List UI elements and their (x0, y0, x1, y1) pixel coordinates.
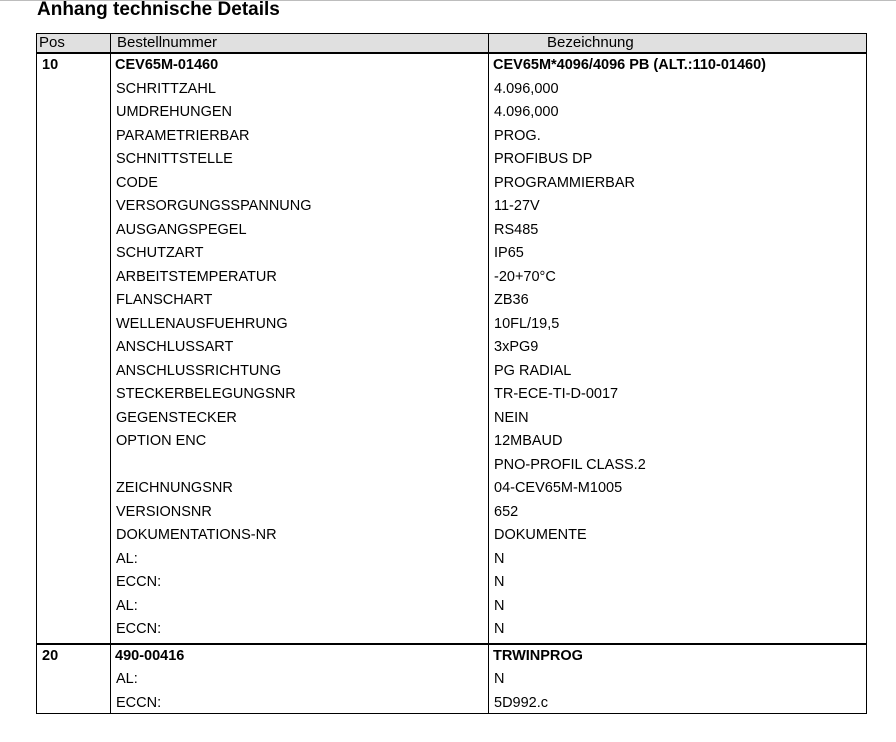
table-row-detail (37, 501, 866, 524)
table-row-detail (37, 336, 866, 359)
detail-key: PARAMETRIERBAR (116, 127, 250, 144)
table-row-detail (37, 195, 866, 218)
bestellnummer-value: 490-00416 (115, 647, 185, 664)
table-row-detail (37, 148, 866, 171)
table-header (37, 34, 866, 54)
detail-key: SCHUTZART (116, 245, 204, 261)
detail-key: VERSORGUNGSSPANNUNG (116, 198, 312, 214)
pos-number: 20 (42, 647, 59, 664)
bezeichnung-value: CEV65M*4096/4096 PB (ALT.:110-01460) (493, 57, 766, 73)
detail-key: FLANSCHART (116, 292, 213, 308)
table-row-detail (37, 595, 866, 618)
detail-key: AL: (116, 597, 138, 614)
header-pos: Pos (39, 34, 65, 51)
detail-key: OPTION ENC (116, 433, 207, 449)
table-row-detail (37, 172, 866, 195)
detail-value: IP65 (494, 245, 524, 261)
detail-key: AL: (116, 550, 138, 567)
header-bestellnummer: Bestellnummer (117, 34, 218, 51)
table-row-detail (37, 430, 866, 453)
bestellnummer-value: CEV65M-01460 (115, 57, 219, 73)
detail-value: ZB36 (494, 292, 529, 308)
table-row-detail (37, 618, 866, 641)
detail-key: ECCN: (116, 694, 162, 711)
detail-key: ANSCHLUSSART (116, 339, 234, 355)
table-row-detail (37, 78, 866, 101)
detail-value: PROFIBUS DP (494, 151, 593, 167)
detail-key: STECKERBELEGUNGSNR (116, 386, 296, 402)
detail-key: GEGENSTECKER (116, 409, 237, 426)
header-bezeichnung: Bezeichnung (547, 34, 634, 51)
detail-value: 3xPG9 (494, 339, 539, 355)
detail-value: -20+70°C (494, 268, 556, 285)
detail-key: ARBEITSTEMPERATUR (116, 268, 277, 285)
table-row-position (37, 645, 866, 668)
table-row-detail (37, 668, 866, 691)
detail-key: AUSGANGSPEGEL (116, 221, 247, 238)
detail-value: PG RADIAL (494, 362, 572, 379)
table-row-detail (37, 571, 866, 594)
detail-value: 5D992.c (494, 694, 549, 711)
detail-value: NEIN (494, 409, 529, 426)
table-row-detail (37, 125, 866, 148)
table-row-detail (37, 548, 866, 571)
document-title: Anhang technische Details (37, 0, 280, 20)
detail-value: TR-ECE-TI-D-0017 (494, 386, 619, 402)
detail-value: 11-27V (494, 198, 540, 214)
detail-value: 652 (494, 503, 519, 520)
detail-key: SCHNITTSTELLE (116, 151, 233, 167)
detail-value: 10FL/19,5 (494, 315, 560, 332)
detail-key: WELLENAUSFUEHRUNG (116, 315, 288, 332)
detail-key: UMDREHUNGEN (116, 104, 232, 120)
detail-value: 4.096,000 (494, 80, 559, 97)
table-row-detail (37, 289, 866, 312)
table-row-detail (37, 313, 866, 336)
detail-value: N (494, 621, 505, 637)
table-row-detail (37, 219, 866, 242)
detail-value: RS485 (494, 221, 539, 238)
detail-key: VERSIONSNR (116, 503, 212, 520)
technical-details-table (36, 33, 867, 714)
detail-key: CODE (116, 174, 158, 191)
table-row-detail (37, 524, 866, 547)
detail-value: 04-CEV65M-M1005 (494, 480, 623, 496)
table-row-detail (37, 692, 866, 715)
table-row-detail (37, 101, 866, 124)
table-row-detail (37, 407, 866, 430)
detail-key: ECCN: (116, 574, 162, 590)
detail-key: ECCN: (116, 621, 162, 637)
detail-value: PNO-PROFIL CLASS.2 (494, 456, 646, 473)
detail-value: DOKUMENTE (494, 527, 587, 543)
detail-value: N (494, 671, 505, 687)
detail-value: N (494, 597, 505, 614)
table-row-detail (37, 266, 866, 289)
table-row-detail (37, 383, 866, 406)
detail-value: 12MBAUD (494, 433, 563, 449)
detail-value: PROGRAMMIERBAR (494, 174, 635, 191)
table-row-position (37, 54, 866, 77)
pos-number: 10 (42, 57, 59, 73)
detail-key: AL: (116, 671, 138, 687)
detail-key: DOKUMENTATIONS-NR (116, 527, 277, 543)
detail-key: ANSCHLUSSRICHTUNG (116, 362, 282, 379)
table-row-detail (37, 477, 866, 500)
table-row-detail (37, 360, 866, 383)
table-row-detail (37, 454, 866, 477)
detail-value: N (494, 550, 505, 567)
table-row-detail (37, 242, 866, 265)
detail-value: N (494, 574, 505, 590)
detail-key: ZEICHNUNGSNR (116, 480, 233, 496)
detail-value: PROG. (494, 127, 541, 144)
detail-key: SCHRITTZAHL (116, 80, 216, 97)
bezeichnung-value: TRWINPROG (493, 647, 583, 664)
detail-value: 4.096,000 (494, 104, 559, 120)
